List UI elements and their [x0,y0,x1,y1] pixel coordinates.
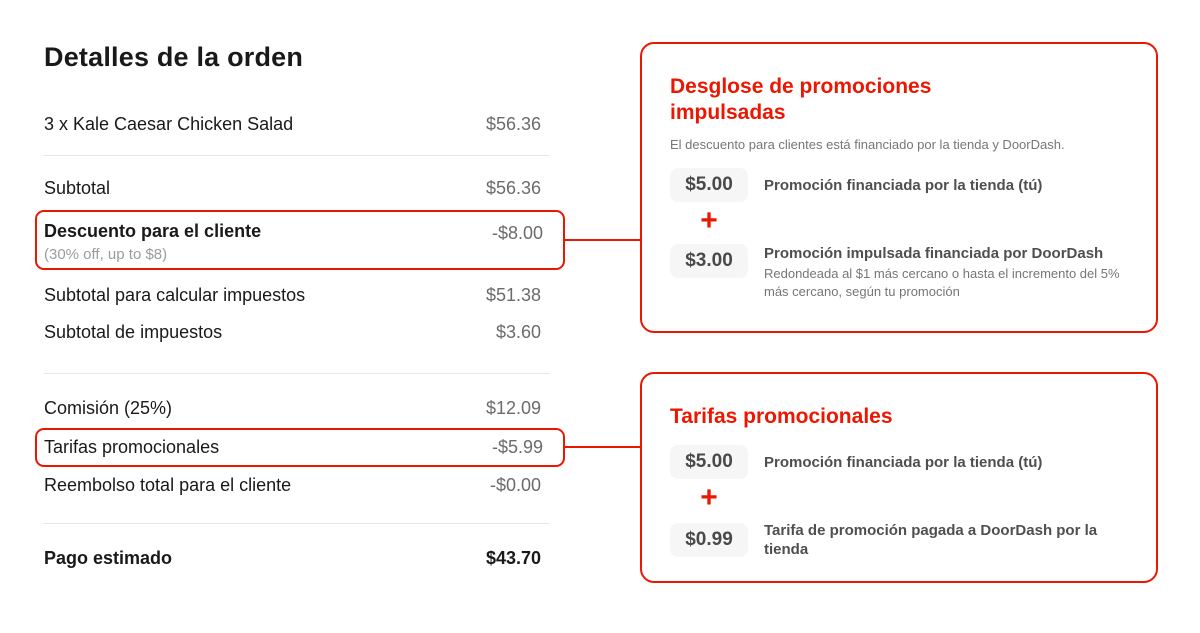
discount-note: (30% off, up to $8) [44,246,168,263]
promo-entry [670,168,1120,202]
order-row-amount: $51.38 [485,284,541,305]
promo-breakdown-callout [640,42,1158,333]
order-row-amount: $3.60 [495,321,541,342]
entry-sublabel: Redondeada al $1 más cercano o hasta el incremento del 5% más cercano, según tu promoción [764,266,1120,299]
order-row-refund [44,473,541,497]
entry-text [764,176,1042,195]
connector-line [564,446,641,448]
entry-text [764,453,1042,472]
order-row-commission [44,396,541,420]
amount-pill: $5.00 [670,445,748,479]
entry-label: Promoción financiada por la tienda (tú) [764,176,1043,194]
plus-icon: + [700,481,718,514]
callout-title: Tarifas promocionales [670,405,893,428]
divider [44,155,550,156]
divider [44,523,550,524]
connector-line [564,239,641,241]
callout-description: El descuento para clientes está financiado por la tienda y DoorDash. [670,137,1065,152]
amount-pill: $0.99 [670,523,748,557]
order-row-subtotal [44,176,541,200]
discount-row-text [44,219,261,261]
order-row-amount: $43.70 [485,547,541,568]
order-row-label: Subtotal [44,177,111,198]
order-row-item [44,112,541,136]
order-row-label: Subtotal de impuestos [44,321,223,342]
promo-fees-highlight-box [35,428,565,467]
divider [44,373,550,374]
amount-pill: $3.00 [670,244,748,278]
order-row-amount: -$8.00 [491,223,543,243]
order-row-amount: $12.09 [485,397,541,418]
order-row-label: Tarifas promocionales [44,437,220,457]
callout-title: Desglose de promociones impulsadas [670,75,932,124]
order-row-label: Comisión (25%) [44,397,173,418]
plus-icon: + [700,204,718,237]
entry-label: Promoción financiada por la tienda (tú) [764,453,1043,471]
order-row-label: Reembolso total para el cliente [44,474,292,495]
order-row-amount: -$0.00 [489,474,541,495]
entry-label: Tarifa de promoción pagada a DoorDash por la tienda [764,522,1098,558]
order-row-label: 3 x Kale Caesar Chicken Salad [44,113,294,134]
entry-text [764,244,1120,301]
entry-text [764,521,1120,559]
order-row-estimated-payout [44,546,541,570]
order-row-label: Pago estimado [44,547,173,568]
promo-fees-callout [640,372,1158,583]
order-row-label: Descuento para el cliente [44,221,262,241]
order-row-amount: -$5.99 [491,437,543,457]
order-row-subtotal-tax-base [44,283,541,307]
entry-label: Promoción impulsada financiada por DoorDash [764,245,1104,262]
promo-entry [670,445,1120,479]
promo-entry [670,521,1120,559]
order-row-label: Subtotal para calcular impuestos [44,284,306,305]
page-title: Detalles de la orden [44,42,304,72]
order-row-tax-subtotal [44,320,541,344]
discount-highlight-box [35,210,565,270]
promo-entry [670,244,1120,301]
amount-pill: $5.00 [670,168,748,202]
order-row-amount: $56.36 [485,113,541,134]
order-row-amount: $56.36 [485,177,541,198]
